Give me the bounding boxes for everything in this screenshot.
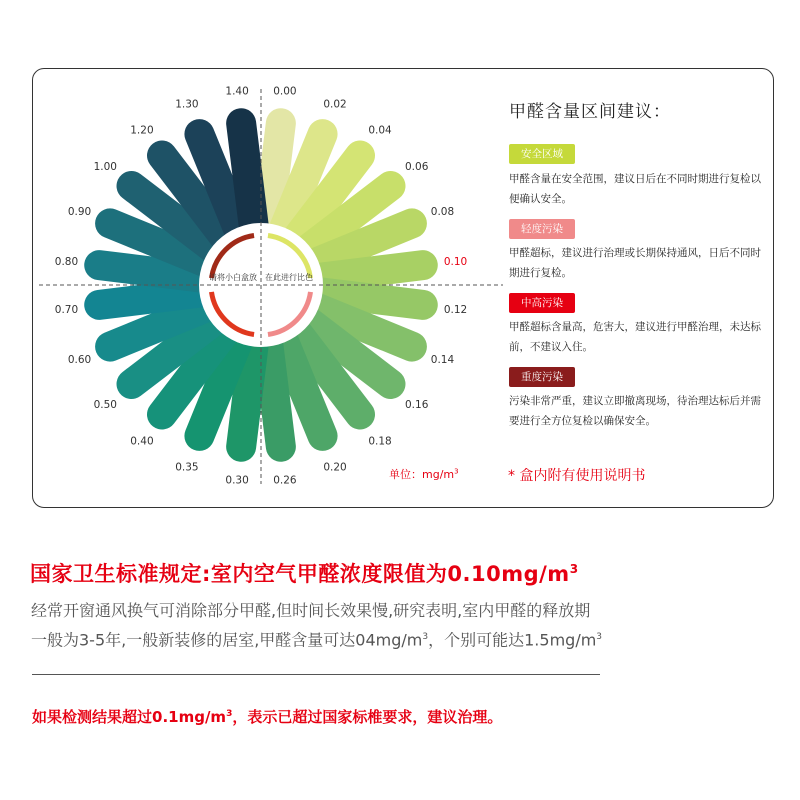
petal-label-0.26: 0.26 [273, 474, 297, 487]
petal-label-0.12: 0.12 [443, 303, 468, 316]
badge-safe: 安全区域 [509, 144, 575, 164]
standard-headline: 国家卫生标准规定:室内空气甲醛浓度限值为$0.10mg/m^3$ [30, 562, 579, 586]
desc-safe: 甲醛含量在安全范围，建议日后在不同时期进行复检以便确认安全。 [509, 173, 761, 205]
desc-mid-high: 甲醛超标含量高，危害大，建议进行甲醛治理，未达标前，不建议入住。 [509, 321, 761, 353]
petal-label-0.06: 0.06 [405, 160, 429, 173]
color-wheel [33, 69, 513, 509]
desc-severe: 污染非常严重，建议立即撤离现场，待治理达标后并需要进行全方位复检以确保安全。 [509, 395, 761, 427]
center-label-left: 请将小白盒放 [209, 273, 257, 282]
petal-label-0.20: 0.20 [323, 461, 347, 474]
petal-label-0.50: 0.50 [93, 399, 117, 412]
petal-label-1.30: 1.30 [175, 98, 199, 111]
petal-label-1.00: 1.00 [93, 160, 117, 173]
desc-light: 甲醛超标，建议进行治理或长期保持通风，日后不同时期进行复检。 [509, 247, 761, 279]
petal-label-0.14: 0.14 [430, 354, 455, 367]
petal-label-0.70: 0.70 [54, 303, 79, 316]
petal-label-0.10: 0.10 [443, 256, 468, 269]
petal-label-0.08: 0.08 [430, 205, 455, 218]
petal-label-0.02: 0.02 [323, 98, 347, 111]
petal-label-0.16: 0.16 [405, 399, 429, 412]
info-line-2a: 一般为3-5年,一般新装修的居室,甲醛含量可达04mg/m [31, 630, 423, 650]
color-chart-card [32, 68, 774, 508]
petal-label-0.60: 0.60 [67, 354, 92, 367]
petal-label-0.18: 0.18 [368, 435, 392, 448]
petal-label-0.04: 0.04 [368, 124, 392, 137]
petal-label-0.90: 0.90 [67, 205, 92, 218]
petal-label-0.30: 0.30 [225, 474, 249, 487]
manual-note: * 盒内附有使用说明书 [508, 468, 646, 484]
petal-label-0.40: 0.40 [130, 435, 154, 448]
badge-mid-high: 中高污染 [509, 293, 575, 313]
unit-label: 单位：$mg/m^3$ [389, 467, 459, 481]
info-line-1: 经常开窗通风换气可消除部分甲醛,但时间长效果慢,研究表明,室内甲醛的释放期 [31, 601, 591, 620]
warning-text: 如果检测结果超过$0.1mg/m^3$，表示已超过国家标椎要求，建议治理。 [32, 708, 503, 726]
petal-label-1.40: 1.40 [225, 85, 249, 98]
petal-label-1.20: 1.20 [130, 124, 154, 137]
info-line-2b: ，个别可能达1.5mg/m [428, 630, 597, 650]
panel-title: 甲醛含量区间建议： [509, 102, 671, 122]
badge-severe: 重度污染 [509, 367, 575, 387]
petal-label-0.80: 0.80 [54, 256, 79, 269]
petal-label-0.35: 0.35 [175, 461, 199, 474]
center-label-right: 在此进行比色 [265, 273, 313, 282]
badge-light: 轻度污染 [509, 219, 575, 239]
info-paragraph: 经常开窗通风换气可消除部分甲醛,但时间长效果慢,研究表明,室内甲醛的释放期 一般为3-5年,一般新装修的居室,甲醛含量可达$04mg/m^3$，个别可能达$1.5mg/m^3$ [31, 601, 603, 650]
divider-line [32, 674, 600, 675]
petal-label-0.00: 0.00 [273, 85, 297, 98]
